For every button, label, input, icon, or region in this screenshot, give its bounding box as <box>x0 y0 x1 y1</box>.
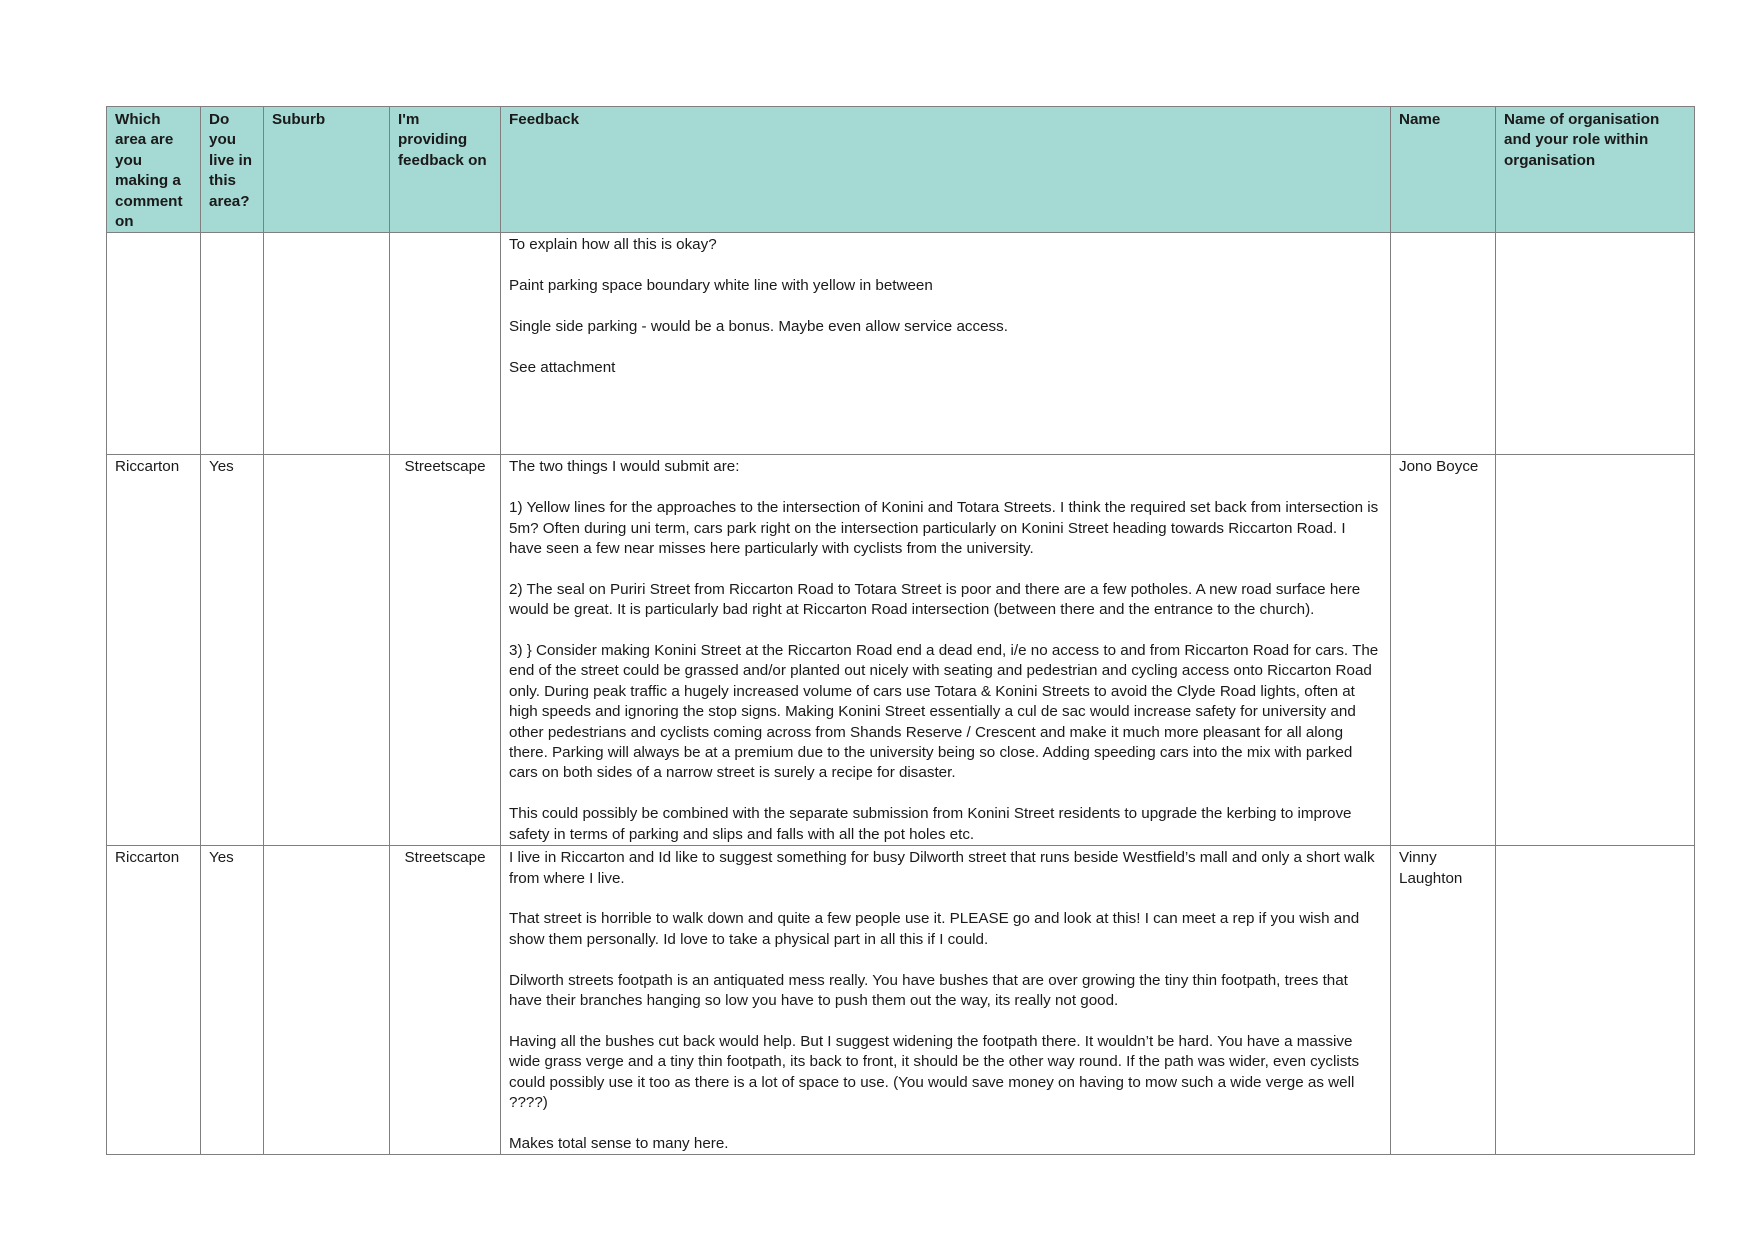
cell-feedback-topic: Streetscape <box>390 846 501 1155</box>
header-feedback-topic: I'm providing feedback on <box>390 107 501 233</box>
feedback-table <box>106 106 1695 1155</box>
feedback-paragraph: Dilworth streets footpath is an antiquated mess really. You have bushes that are over growing the tiny thin footpath, trees that have their branches hanging so low you have to push them out the way, its really not good. <box>509 971 1348 1009</box>
cell-live-in-area <box>201 233 264 455</box>
table-row <box>107 846 1695 1155</box>
cell-area: Riccarton <box>107 846 201 1155</box>
cell-name: Jono Boyce <box>1391 455 1496 846</box>
cell-live-in-area: Yes <box>201 455 264 846</box>
feedback-paragraph: 3) } Consider making Konini Street at the Riccarton Road end a dead end, i/e no access to and from Riccarton Road for cars. The end of the street could be grassed and/or planted out nicely with seating and pedestrian and cycling access onto Riccarton Road only. During peak traffic a hugely increased volume of cars use Totara & Konini Streets to avoid the Clyde Road lights, often at high speeds and ignoring the stop signs. Making Konini Street essentially a cul de sac would increase safety for university and other pedestrians and cyclists coming across from Shands Reserve / Crescent and make it much more pleasant for all along there. Parking will always be at a premium due to the university being so close. Adding speeding cars into the mix with parked cars on both sides of a narrow street is surely a recipe for disaster. <box>509 642 1379 782</box>
feedback-paragraph: To explain how all this is okay? <box>509 236 717 254</box>
cell-name <box>1391 233 1496 455</box>
feedback-paragraph: See attachment <box>509 358 616 376</box>
feedback-paragraph: I live in Riccarton and Id like to suggest something for busy Dilworth street that runs beside Westfield’s mall and only a short walk from where I live. <box>509 849 1375 887</box>
feedback-paragraph: 1) Yellow lines for the approaches to the intersection of Konini and Totara Streets. I think the required set back from intersection is 5m? Often during uni term, cars park right on the intersection particularly on Konini Street heading towards Riccarton Road. I have seen a few near misses here particularly with cyclists from the university. <box>509 499 1379 558</box>
feedback-paragraph: That street is horrible to walk down and quite a few people use it. PLEASE go and look at this! I can meet a rep if you wish and show them personally. Id love to take a physical part in all this if I could. <box>509 910 1360 948</box>
header-live-in-area: Do you live in this area? <box>201 107 264 233</box>
table-row <box>107 233 1695 455</box>
cell-suburb <box>264 846 390 1155</box>
cell-organisation <box>1496 455 1695 846</box>
cell-feedback <box>501 846 1391 1155</box>
header-row <box>107 107 1695 233</box>
header-name: Name <box>1391 107 1496 233</box>
cell-feedback-topic: Streetscape <box>390 455 501 846</box>
feedback-paragraph: Having all the bushes cut back would help. But I suggest widening the footpath there. It wouldn’t be hard. You have a massive wide grass verge and a tiny thin footpath, its back to front, it should be the other way round. If the path was wider, even cyclists could possibly use it too as there is a lot of space to use. (You would save money on having to mow such a wide verge as well ????) <box>509 1032 1360 1111</box>
header-area: Which area are you making a comment on <box>107 107 201 233</box>
cell-suburb <box>264 233 390 455</box>
cell-feedback <box>501 455 1391 846</box>
cell-organisation <box>1496 846 1695 1155</box>
header-organisation: Name of organisation and your role within organisation <box>1496 107 1695 233</box>
feedback-paragraph: This could possibly be combined with the separate submission from Konini Street residents to upgrade the kerbing to improve safety in terms of parking and slips and falls with all the pot holes etc. <box>509 805 1352 843</box>
cell-feedback <box>501 233 1391 455</box>
feedback-paragraph: 2) The seal on Puriri Street from Riccarton Road to Totara Street is poor and there are a few potholes. A new road surface here would be great. It is particularly bad right at Riccarton Road intersection (between there and the entrance to the church). <box>509 580 1361 619</box>
cell-feedback-topic <box>390 233 501 455</box>
feedback-paragraph: Makes total sense to many here. <box>509 1134 729 1152</box>
table-row <box>107 455 1695 846</box>
cell-organisation <box>1496 233 1695 455</box>
feedback-paragraph: Single side parking - would be a bonus. Maybe even allow service access. <box>509 318 1008 336</box>
header-suburb: Suburb <box>264 107 390 233</box>
cell-live-in-area: Yes <box>201 846 264 1155</box>
cell-area <box>107 233 201 455</box>
feedback-paragraph: The two things I would submit are: <box>509 458 740 476</box>
cell-area: Riccarton <box>107 455 201 846</box>
feedback-paragraph: Paint parking space boundary white line with yellow in between <box>509 277 933 295</box>
header-feedback: Feedback <box>501 107 1391 233</box>
cell-name: Vinny Laughton <box>1391 846 1496 1155</box>
cell-suburb <box>264 455 390 846</box>
